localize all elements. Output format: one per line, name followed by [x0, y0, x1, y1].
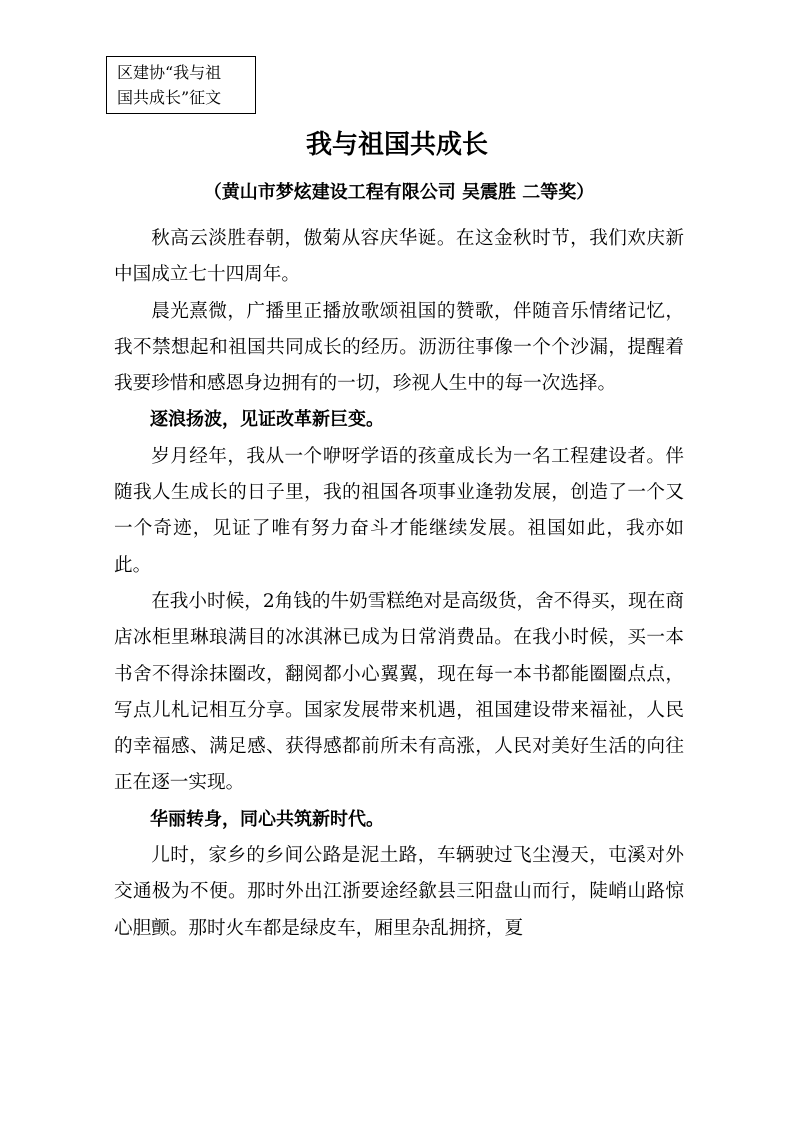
paragraph: 儿时，家乡的乡间公路是泥土路，车辆驶过飞尘漫天，屯溪对外交通极为不便。那时外出江浙要途经歙县三阳盘山而行，陡峭山路惊心胆颤。那时火车都是绿皮车，厢里杂乱拥挤，夏	[114, 845, 684, 939]
paragraph: 在我小时候，2角钱的牛奶雪糕绝对是高级货，舍不得买，现在商店冰柜里琳琅满目的冰淇淋已成为日常消费品。在我小时候，买一本书舍不得涂抹圈改，翻阅都小心翼翼，现在每一本书都能圈圈点点，写点儿札记相互分享。国家发展带来机遇，祖国建设带来福祉，人民的幸福感、满足感、获得感都前所未有高涨，人民对美好生活的向往正在逐一实现。	[114, 590, 684, 794]
paragraph: 晨光熹微，广播里正播放歌颂祖国的赞歌，伴随音乐情绪记忆，我不禁想起和祖国共同成长的经历。沥沥往事像一个个沙漏，提醒着我要珍惜和感恩身边拥有的一切，珍视人生中的每一次选择。	[114, 300, 684, 395]
category-line-2: 国共成长”征文	[117, 88, 222, 107]
essay-category-box	[106, 56, 256, 114]
paragraph: 秋高云淡胜春朝，傲菊从容庆华诞。在这金秋时节，我们欢庆新中国成立七十四周年。	[114, 228, 684, 286]
section-heading: 华丽转身，同心共筑新时代。	[150, 808, 384, 830]
section-heading: 逐浪扬波，见证改革新巨变。	[150, 409, 384, 431]
author-line: （黄山市梦炫建设工程有限公司 吴震胜 二等奖）	[203, 182, 595, 203]
paragraph: 岁月经年，我从一个咿呀学语的孩童成长为一名工程建设者。伴随我人生成长的日子里，我的祖国各项事业逢勃发展，创造了一个又一个奇迹，见证了唯有努力奋斗才能继续发展。祖国如此，我亦如此。	[114, 445, 684, 576]
category-line-1: 区建协“我与祖	[117, 63, 222, 82]
page-title: 我与祖国共成长	[305, 130, 488, 160]
article-body	[114, 221, 684, 947]
